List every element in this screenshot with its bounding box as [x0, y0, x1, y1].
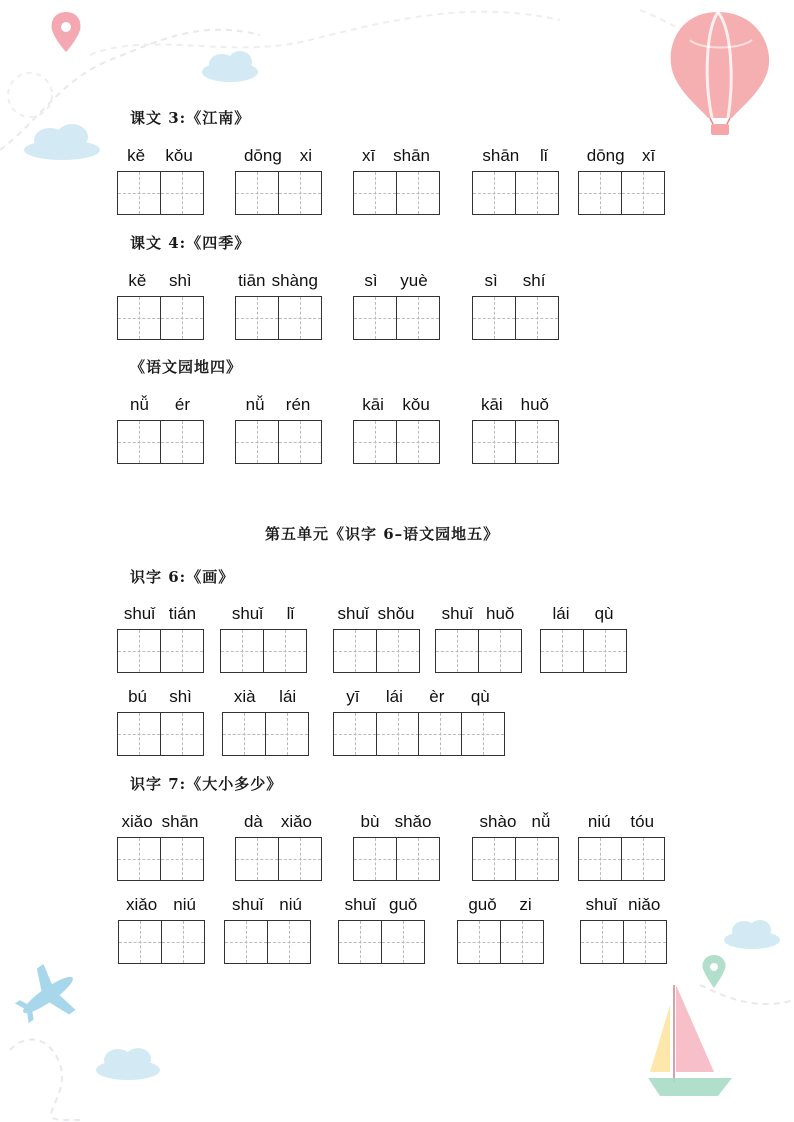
pinyin-syllable: shān	[482, 146, 520, 165]
writing-box[interactable]	[376, 629, 420, 673]
cloud-icon	[202, 51, 258, 82]
pinyin-label	[117, 145, 203, 167]
character-grid	[117, 837, 204, 880]
writing-box[interactable]	[222, 712, 266, 756]
pinyin-syllable: niú	[279, 895, 302, 914]
character-grid	[235, 171, 322, 214]
writing-box[interactable]	[235, 171, 279, 215]
pinyin-syllable: shuǐ	[231, 604, 263, 623]
pinyin-label	[235, 811, 321, 833]
pinyin-syllable: niú	[587, 812, 611, 831]
pinyin-syllable: rén	[285, 395, 311, 414]
character-grid	[435, 629, 522, 672]
writing-box[interactable]	[457, 920, 501, 964]
writing-box[interactable]	[278, 837, 322, 881]
character-grid	[222, 712, 309, 755]
character-grid	[220, 629, 307, 672]
pinyin-syllable: huǒ	[486, 604, 515, 623]
character-grid	[235, 837, 322, 880]
pinyin-syllable: sì	[364, 271, 378, 290]
character-grid	[117, 171, 204, 214]
word-group	[353, 270, 439, 340]
writing-box[interactable]	[353, 296, 397, 340]
pinyin-syllable: nǚ	[531, 812, 551, 831]
writing-box[interactable]	[235, 420, 279, 464]
pinyin-syllable: ér	[174, 395, 190, 414]
section-heading-shizi-7: 识字 7:《大小多少》	[130, 775, 283, 793]
pinyin-label	[472, 811, 558, 833]
writing-box[interactable]	[472, 296, 516, 340]
writing-box[interactable]	[160, 296, 204, 340]
pinyin-syllable: guǒ	[468, 895, 497, 914]
writing-box[interactable]	[263, 629, 307, 673]
cloud-icon	[24, 124, 100, 160]
section-heading-shizi-6: 识字 6:《画》	[130, 568, 235, 586]
pinyin-syllable: qù	[594, 604, 614, 623]
writing-box[interactable]	[578, 837, 622, 881]
character-grid	[472, 296, 559, 339]
dashed-path-bottom-left	[10, 1039, 80, 1120]
word-group	[333, 686, 503, 756]
writing-box[interactable]	[333, 712, 377, 756]
dashed-path-top	[90, 12, 560, 55]
airplane-icon	[6, 955, 89, 1036]
pinyin-syllable: niǎo	[628, 895, 661, 914]
pinyin-syllable: dōng	[586, 146, 625, 165]
writing-box[interactable]	[515, 420, 559, 464]
writing-box[interactable]	[515, 296, 559, 340]
pinyin-syllable: kāi	[480, 395, 503, 414]
pinyin-label	[224, 894, 310, 916]
unit-heading-unit-5: 第五单元《识字 6–语文园地五》	[265, 525, 500, 543]
word-group	[353, 145, 439, 215]
pinyin-label	[117, 270, 203, 292]
pinyin-syllable: shuǐ	[337, 604, 369, 623]
writing-box[interactable]	[117, 712, 161, 756]
word-group	[220, 603, 306, 673]
pinyin-label	[333, 686, 503, 708]
pinyin-label	[580, 894, 666, 916]
pinyin-syllable: lǐ	[286, 604, 295, 623]
pinyin-syllable: shì	[168, 271, 192, 290]
word-group	[117, 686, 203, 756]
section-heading-lesson-3: 课文 3:《江南》	[130, 109, 251, 127]
writing-box[interactable]	[117, 837, 161, 881]
writing-box[interactable]	[278, 420, 322, 464]
writing-box[interactable]	[621, 837, 665, 881]
pinyin-label	[578, 811, 664, 833]
pinyin-syllable: xī	[642, 146, 656, 165]
pinyin-syllable: xiǎo	[126, 895, 158, 914]
pinyin-syllable: lái	[279, 687, 297, 706]
pinyin-syllable: xi	[299, 146, 313, 165]
character-grid	[117, 629, 204, 672]
writing-box[interactable]	[235, 837, 279, 881]
pinyin-syllable: shān	[393, 146, 431, 165]
pinyin-syllable: tóu	[630, 812, 655, 831]
writing-box[interactable]	[117, 420, 161, 464]
pinyin-label	[540, 603, 626, 625]
word-group	[435, 603, 521, 673]
writing-box[interactable]	[376, 712, 420, 756]
pinyin-syllable: xiǎo	[121, 812, 153, 831]
pinyin-syllable: èr	[429, 687, 445, 706]
writing-box[interactable]	[160, 629, 204, 673]
pinyin-label	[235, 145, 321, 167]
pinyin-syllable: kāi	[362, 395, 384, 414]
pinyin-syllable: xiǎo	[280, 812, 313, 831]
cloud-icon	[96, 1048, 160, 1080]
writing-box[interactable]	[235, 296, 279, 340]
pinyin-label	[222, 686, 308, 708]
character-grid	[333, 629, 420, 672]
location-pin-icon	[52, 12, 81, 52]
pinyin-syllable: bú	[128, 687, 148, 706]
writing-box[interactable]	[278, 296, 322, 340]
pinyin-syllable: kǒu	[402, 395, 430, 414]
word-group	[580, 894, 666, 964]
word-group	[118, 894, 204, 964]
writing-box[interactable]	[117, 629, 161, 673]
word-group	[472, 811, 558, 881]
character-grid	[118, 920, 205, 963]
pinyin-label	[235, 394, 321, 416]
pinyin-label	[472, 145, 558, 167]
pinyin-label	[457, 894, 543, 916]
pinyin-syllable: shuǐ	[123, 604, 156, 623]
writing-box[interactable]	[117, 296, 161, 340]
sailboat-icon	[648, 985, 732, 1096]
word-group	[117, 811, 203, 881]
writing-box[interactable]	[353, 171, 397, 215]
writing-box[interactable]	[118, 920, 162, 964]
word-group	[472, 270, 558, 340]
writing-box[interactable]	[381, 920, 425, 964]
character-grid	[117, 296, 204, 339]
writing-box[interactable]	[160, 171, 204, 215]
character-grid	[353, 296, 440, 339]
pinyin-syllable: shuǐ	[232, 895, 264, 914]
pinyin-label	[472, 270, 558, 292]
word-group	[117, 394, 203, 464]
writing-box[interactable]	[353, 420, 397, 464]
pinyin-syllable: sì	[484, 271, 498, 290]
pinyin-syllable: yī	[346, 687, 360, 706]
character-grid	[457, 920, 544, 963]
pinyin-label	[220, 603, 306, 625]
writing-box[interactable]	[160, 420, 204, 464]
pinyin-label	[353, 270, 439, 292]
writing-box[interactable]	[265, 712, 309, 756]
writing-box[interactable]	[500, 920, 544, 964]
pinyin-label	[118, 894, 204, 916]
writing-box[interactable]	[435, 629, 479, 673]
character-grid	[472, 171, 559, 214]
pinyin-syllable: guǒ	[389, 895, 418, 914]
pinyin-syllable: shì	[169, 687, 192, 706]
word-group	[353, 394, 439, 464]
section-heading-yuwen-yuandi-4: 《语文园地四》	[130, 358, 243, 376]
pinyin-syllable: xī	[361, 146, 376, 165]
pinyin-label	[117, 603, 203, 625]
character-grid	[353, 837, 440, 880]
character-grid	[353, 420, 440, 463]
hot-air-balloon-icon	[671, 12, 769, 135]
pinyin-syllable: shàng	[271, 271, 318, 290]
pinyin-syllable: dà	[243, 812, 263, 831]
writing-box[interactable]	[396, 837, 440, 881]
pinyin-syllable: shān	[161, 812, 199, 831]
pinyin-syllable: yuè	[400, 271, 428, 290]
pinyin-syllable: bù	[360, 812, 380, 831]
pinyin-syllable: shuǐ	[344, 895, 376, 914]
writing-box[interactable]	[621, 171, 665, 215]
word-group	[117, 603, 203, 673]
pinyin-syllable: xià	[233, 687, 256, 706]
writing-box[interactable]	[396, 420, 440, 464]
pinyin-label	[578, 145, 664, 167]
pinyin-label	[353, 811, 439, 833]
character-grid	[235, 420, 322, 463]
word-group	[472, 145, 558, 215]
word-group	[235, 145, 321, 215]
character-grid	[224, 920, 311, 963]
character-grid	[353, 171, 440, 214]
writing-box[interactable]	[580, 920, 624, 964]
writing-box[interactable]	[160, 712, 204, 756]
character-grid	[338, 920, 425, 963]
writing-box[interactable]	[418, 712, 462, 756]
writing-box[interactable]	[220, 629, 264, 673]
word-group	[353, 811, 439, 881]
word-group	[333, 603, 419, 673]
writing-box[interactable]	[396, 171, 440, 215]
pinyin-label	[333, 603, 419, 625]
pinyin-syllable: dōng	[243, 146, 282, 165]
pinyin-label	[435, 603, 521, 625]
pinyin-syllable: shǎo	[394, 812, 432, 831]
character-grid	[117, 420, 204, 463]
character-grid	[333, 712, 505, 755]
word-group	[224, 894, 310, 964]
pinyin-syllable: huǒ	[520, 395, 550, 414]
writing-box[interactable]	[353, 837, 397, 881]
pinyin-syllable: lǐ	[540, 146, 548, 165]
pinyin-label	[117, 686, 203, 708]
writing-box[interactable]	[515, 837, 559, 881]
writing-box[interactable]	[472, 171, 516, 215]
character-grid	[117, 712, 204, 755]
word-group	[222, 686, 308, 756]
writing-box[interactable]	[333, 629, 377, 673]
character-grid	[540, 629, 627, 672]
writing-box[interactable]	[515, 171, 559, 215]
writing-box[interactable]	[583, 629, 627, 673]
writing-box[interactable]	[578, 171, 622, 215]
word-group	[578, 145, 664, 215]
character-grid	[580, 920, 667, 963]
cloud-icon	[724, 920, 780, 949]
pinyin-syllable: nǚ	[245, 395, 265, 414]
pinyin-label	[353, 394, 439, 416]
pinyin-syllable: qù	[470, 687, 490, 706]
pinyin-label	[472, 394, 558, 416]
writing-box[interactable]	[224, 920, 268, 964]
character-grid	[472, 837, 559, 880]
pinyin-syllable: tiān	[238, 271, 266, 290]
pinyin-syllable: lái	[385, 687, 403, 706]
pinyin-syllable: kě	[128, 271, 147, 290]
section-heading-lesson-4: 课文 4:《四季》	[130, 234, 251, 252]
writing-box[interactable]	[396, 296, 440, 340]
character-grid	[472, 420, 559, 463]
pinyin-syllable: shǒu	[377, 604, 415, 623]
word-group	[540, 603, 626, 673]
pinyin-label	[338, 894, 424, 916]
character-grid	[578, 837, 665, 880]
word-group	[457, 894, 543, 964]
pinyin-syllable: tián	[168, 604, 197, 623]
pinyin-label	[235, 270, 321, 292]
word-group	[235, 394, 321, 464]
pinyin-syllable: kě	[127, 146, 146, 165]
writing-box[interactable]	[461, 712, 505, 756]
word-group	[235, 811, 321, 881]
character-grid	[235, 296, 322, 339]
word-group	[117, 145, 203, 215]
location-pin-green-icon	[702, 955, 725, 988]
word-group	[338, 894, 424, 964]
word-group	[117, 270, 203, 340]
pinyin-label	[117, 811, 203, 833]
pinyin-syllable: shào	[479, 812, 517, 831]
writing-box[interactable]	[472, 837, 516, 881]
pinyin-syllable: kǒu	[165, 146, 193, 165]
writing-box[interactable]	[478, 629, 522, 673]
writing-box[interactable]	[161, 920, 205, 964]
word-group	[578, 811, 664, 881]
pinyin-syllable: nǚ	[129, 395, 149, 414]
writing-box[interactable]	[338, 920, 382, 964]
pinyin-syllable: zi	[519, 895, 532, 914]
writing-box[interactable]	[267, 920, 311, 964]
writing-box[interactable]	[472, 420, 516, 464]
word-group	[472, 394, 558, 464]
pinyin-label	[117, 394, 203, 416]
character-grid	[578, 171, 665, 214]
pinyin-syllable: niú	[173, 895, 196, 914]
writing-box[interactable]	[117, 171, 161, 215]
word-group	[235, 270, 321, 340]
pinyin-syllable: lái	[552, 604, 570, 623]
writing-box[interactable]	[278, 171, 322, 215]
writing-box[interactable]	[160, 837, 204, 881]
writing-box[interactable]	[540, 629, 584, 673]
pinyin-syllable: shuǐ	[585, 895, 617, 914]
writing-box[interactable]	[623, 920, 667, 964]
pinyin-syllable: shuǐ	[441, 604, 473, 623]
pinyin-label	[353, 145, 439, 167]
pinyin-syllable: shí	[522, 271, 546, 290]
